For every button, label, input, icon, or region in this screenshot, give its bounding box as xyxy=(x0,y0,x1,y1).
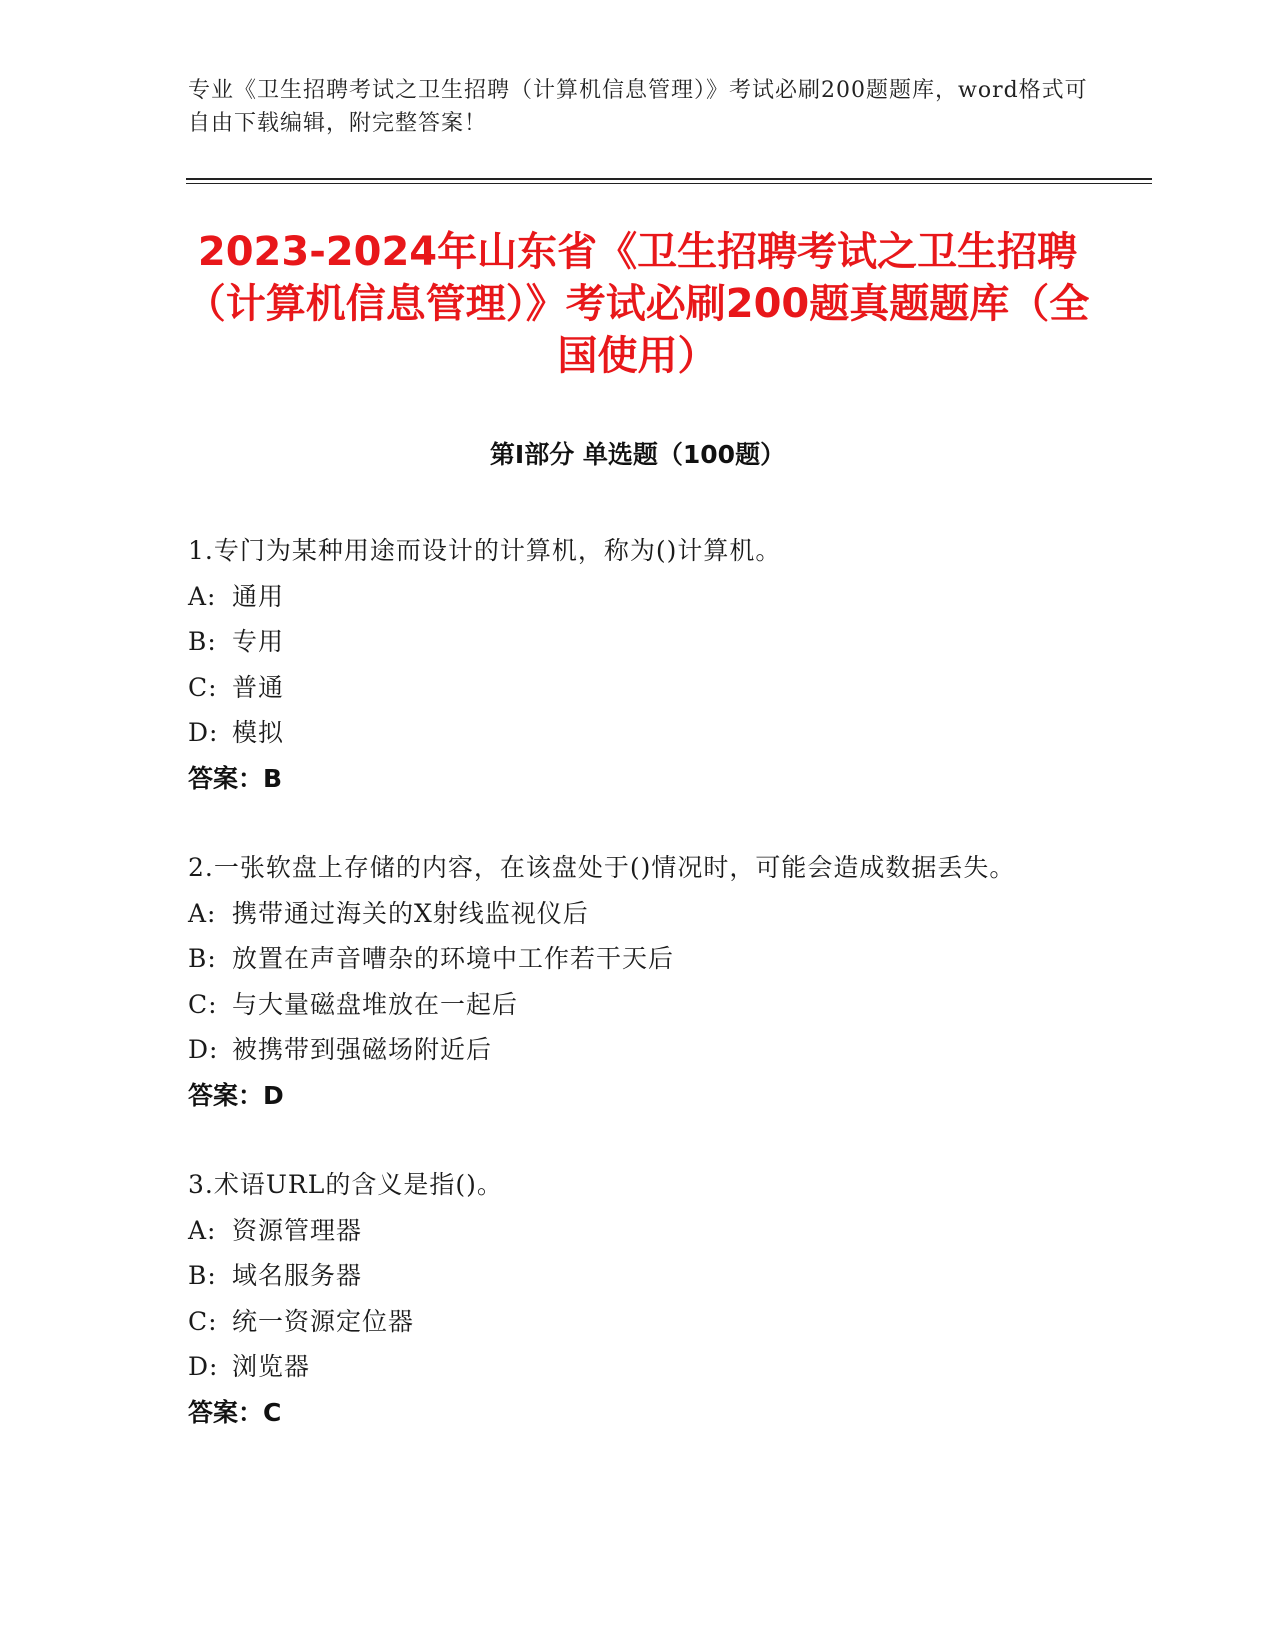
option-letter: D: xyxy=(188,718,219,747)
question-list xyxy=(188,528,1068,1479)
option-text: 专用 xyxy=(232,627,285,656)
question-stem: 2.一张软盘上存储的内容，在该盘处于()情况时，可能会造成数据丢失。 xyxy=(188,853,1016,882)
option-a xyxy=(188,891,1068,937)
option-c xyxy=(188,665,1068,711)
option-letter: C: xyxy=(188,1306,218,1336)
option-text: 域名服务器 xyxy=(232,1261,363,1290)
option-text: 资源管理器 xyxy=(232,1215,363,1245)
option-letter: B: xyxy=(188,627,217,656)
option-letter: B: xyxy=(188,1261,217,1290)
answer-label: 答案： xyxy=(188,763,264,793)
answer-line xyxy=(188,1390,1068,1436)
option-b xyxy=(188,1253,1068,1299)
answer-line xyxy=(188,756,1068,802)
answer-label: 答案： xyxy=(188,1080,264,1110)
option-text: 通用 xyxy=(232,581,285,611)
option-d xyxy=(188,1027,1068,1073)
option-d xyxy=(188,1344,1068,1390)
option-text: 携带通过海关的X射线监视仪后 xyxy=(232,898,589,928)
option-a xyxy=(188,574,1068,620)
question-stem: 1.专门为某种用途而设计的计算机，称为()计算机。 xyxy=(188,536,782,565)
option-text: 与大量磁盘堆放在一起后 xyxy=(232,989,519,1019)
header-rule-thin xyxy=(186,183,1152,184)
header-rule-thick xyxy=(186,178,1152,180)
option-b xyxy=(188,619,1068,665)
question-1 xyxy=(188,528,1068,801)
answer-label: 答案： xyxy=(188,1397,264,1427)
section-heading: 第Ⅰ部分 单选题（100题） xyxy=(489,440,786,469)
answer-value: D xyxy=(263,1080,284,1110)
option-letter: A: xyxy=(188,898,217,928)
question-stem: 3.术语URL的含义是指()。 xyxy=(188,1170,503,1199)
option-c xyxy=(188,1299,1068,1345)
answer-value: B xyxy=(263,763,283,793)
option-letter: C: xyxy=(188,672,218,702)
option-letter: B: xyxy=(188,944,217,973)
option-c xyxy=(188,982,1068,1028)
option-letter: C: xyxy=(188,989,218,1019)
question-2 xyxy=(188,845,1068,1118)
option-a xyxy=(188,1208,1068,1254)
option-text: 模拟 xyxy=(232,718,285,747)
option-b xyxy=(188,936,1068,982)
option-text: 统一资源定位器 xyxy=(232,1306,415,1336)
option-text: 被携带到强磁场附近后 xyxy=(232,1035,493,1064)
option-letter: D: xyxy=(188,1035,219,1064)
option-letter: D: xyxy=(188,1352,219,1381)
option-text: 普通 xyxy=(232,672,285,702)
question-3 xyxy=(188,1162,1068,1435)
option-letter: A: xyxy=(188,1215,217,1245)
option-text: 浏览器 xyxy=(232,1352,311,1381)
option-text: 放置在声音嘈杂的环境中工作若干天后 xyxy=(232,944,675,973)
option-letter: A: xyxy=(188,581,217,611)
header-note: 专业《卫生招聘考试之卫生招聘（计算机信息管理）》考试必刷200题题库，word格式可自由下载编辑，附完整答案！ xyxy=(188,78,1088,136)
answer-line xyxy=(188,1073,1068,1119)
document-title: 2023-2024年山东省《卫生招聘考试之卫生招聘（计算机信息管理）》考试必刷200题真题题库（全国使用） xyxy=(185,229,1090,379)
answer-value: C xyxy=(263,1397,282,1427)
option-d xyxy=(188,710,1068,756)
